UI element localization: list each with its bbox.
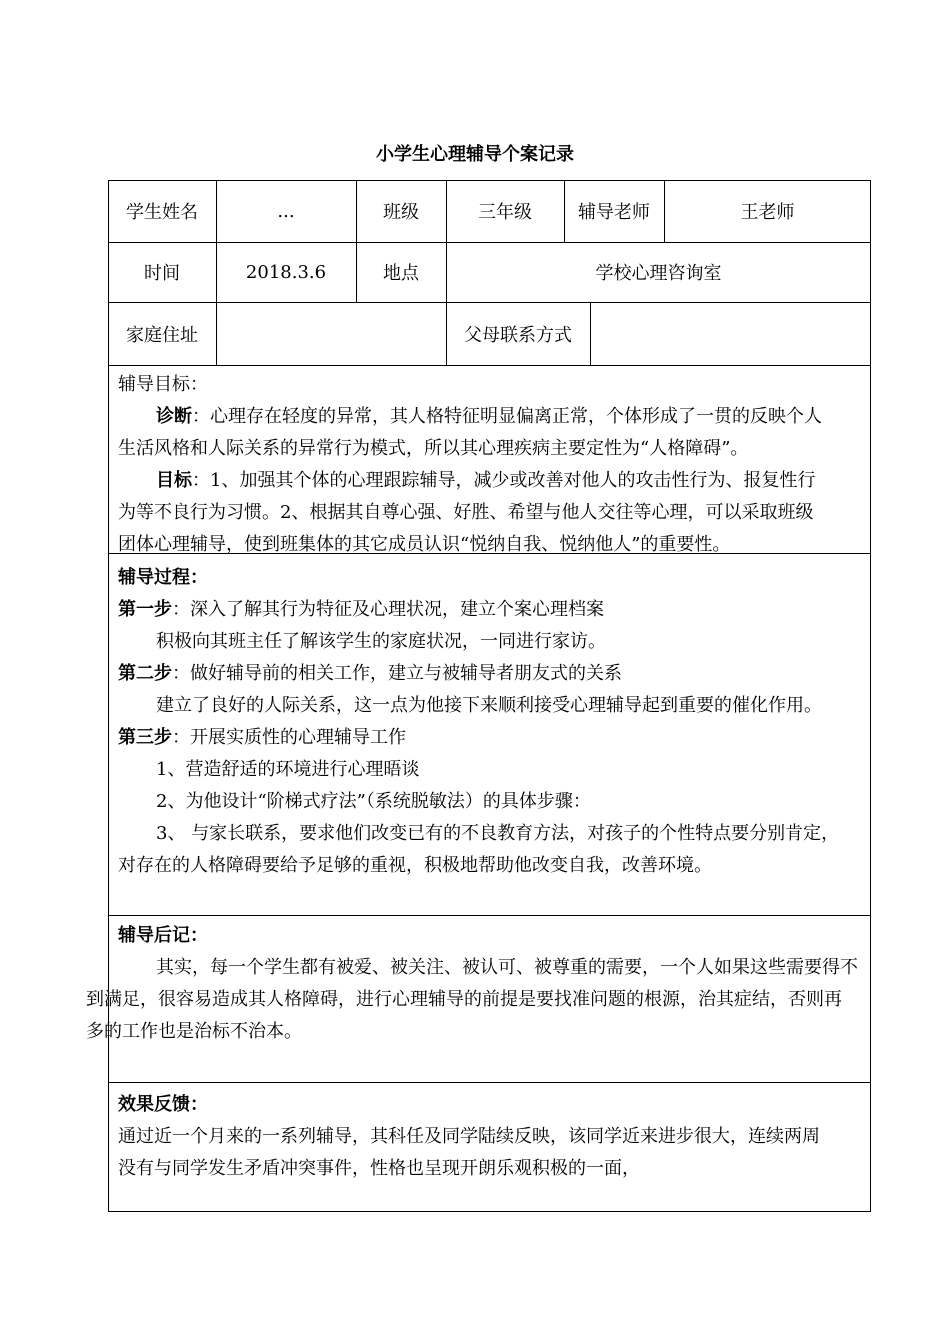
step3-item-3-line-2: 对存在的人格障碍要给予足够的重视，积极地帮助他改变自我，改善环境。 bbox=[118, 855, 712, 876]
contact-label: 父母联系方式 bbox=[464, 324, 572, 346]
postscript-line-2: 到满足，很容易造成其人格障碍，进行心理辅导的前提是要找准问题的根源，治其症结，否则再 bbox=[86, 989, 842, 1010]
class-value: 三年级 bbox=[478, 202, 532, 223]
step1-label: 第一步 bbox=[118, 599, 172, 620]
feedback-line-1: 通过近一个月来的一系列辅导，其科任及同学陆续反映，该同学近来进步很大，连续两周 bbox=[118, 1126, 820, 1147]
step3-text: ：开展实质性的心理辅导工作 bbox=[172, 727, 406, 748]
target-line-3: 团体心理辅导，使到班集体的其它成员认识“悦纳自我、悦纳他人”的重要性。 bbox=[118, 534, 731, 555]
step3-item-2: 2、为他设计“阶梯式疗法”（系统脱敏法）的具体步骤： bbox=[156, 791, 591, 812]
time-label: 时间 bbox=[144, 263, 180, 284]
page-title: 小学生心理辅导个案记录 bbox=[376, 144, 574, 165]
postscript-line-3: 多的工作也是治标不治本。 bbox=[86, 1021, 302, 1042]
teacher-label: 辅导老师 bbox=[578, 202, 650, 223]
time-value: 2018.3.6 bbox=[245, 261, 327, 283]
step3-item-1: 1、营造舒适的环境进行心理晤谈 bbox=[156, 759, 420, 780]
place-value: 学校心理咨询室 bbox=[595, 263, 722, 284]
step3-line bbox=[118, 722, 406, 754]
row-divider bbox=[108, 365, 871, 366]
feedback-heading: 效果反馈： bbox=[118, 1094, 208, 1115]
target-text: ：1、加强其个体的心理跟踪辅导，减少或改善对他人的攻击性行为、报复性行 bbox=[192, 470, 816, 491]
place-label: 地点 bbox=[383, 263, 419, 284]
student-name-value: ... bbox=[277, 200, 295, 222]
diagnosis-line-1 bbox=[156, 401, 822, 433]
postscript-line-1: 其实，每一个学生都有被爱、被关注、被认可、被尊重的需要，一个人如果这些需要得不 bbox=[156, 957, 858, 978]
postscript-heading: 辅导后记： bbox=[118, 925, 208, 946]
student-name-label: 学生姓名 bbox=[126, 202, 198, 223]
process-heading: 辅导过程： bbox=[118, 567, 208, 588]
step3-label: 第三步 bbox=[118, 727, 172, 748]
diagnosis-line-2: 生活风格和人际关系的异常行为模式，所以其心理疾病主要定性为“人格障碍”。 bbox=[118, 438, 749, 459]
feedback-line-2: 没有与同学发生矛盾冲突事件，性格也呈现开朗乐观积极的一面， bbox=[118, 1158, 640, 1179]
diagnosis-label: 诊断 bbox=[156, 406, 192, 427]
step1-detail: 积极向其班主任了解该学生的家庭状况，一同进行家访。 bbox=[156, 631, 606, 652]
step3-item-3-line-1: 3、 与家长联系，要求他们改变已有的不良教育方法，对孩子的个性特点要分别肯定， bbox=[156, 823, 840, 844]
row-divider bbox=[108, 1082, 871, 1083]
diagnosis-text: ：心理存在轻度的异常，其人格特征明显偏离正常，个体形成了一贯的反映个人 bbox=[192, 406, 822, 427]
address-label: 家庭住址 bbox=[126, 324, 198, 346]
step2-line bbox=[118, 658, 622, 690]
step2-text: ：做好辅导前的相关工作，建立与被辅导者朋友式的关系 bbox=[172, 663, 622, 684]
teacher-value: 王老师 bbox=[740, 202, 795, 223]
step2-label: 第二步 bbox=[118, 663, 172, 684]
target-line-2: 为等不良行为习惯。2、根据其自尊心强、好胜、希望与他人交往等心理，可以采取班级 bbox=[118, 502, 814, 523]
step1-text: ：深入了解其行为特征及心理状况，建立个案心理档案 bbox=[172, 599, 604, 620]
goal-heading: 辅导目标： bbox=[118, 374, 208, 395]
col-divider bbox=[590, 302, 591, 365]
class-label: 班级 bbox=[383, 202, 419, 223]
target-label: 目标 bbox=[156, 470, 192, 491]
col-divider bbox=[216, 302, 217, 365]
target-line-1 bbox=[156, 465, 815, 497]
row-divider bbox=[108, 915, 871, 916]
step2-detail: 建立了良好的人际关系，这一点为他接下来顺利接受心理辅导起到重要的催化作用。 bbox=[156, 695, 822, 716]
step1-line bbox=[118, 594, 604, 626]
